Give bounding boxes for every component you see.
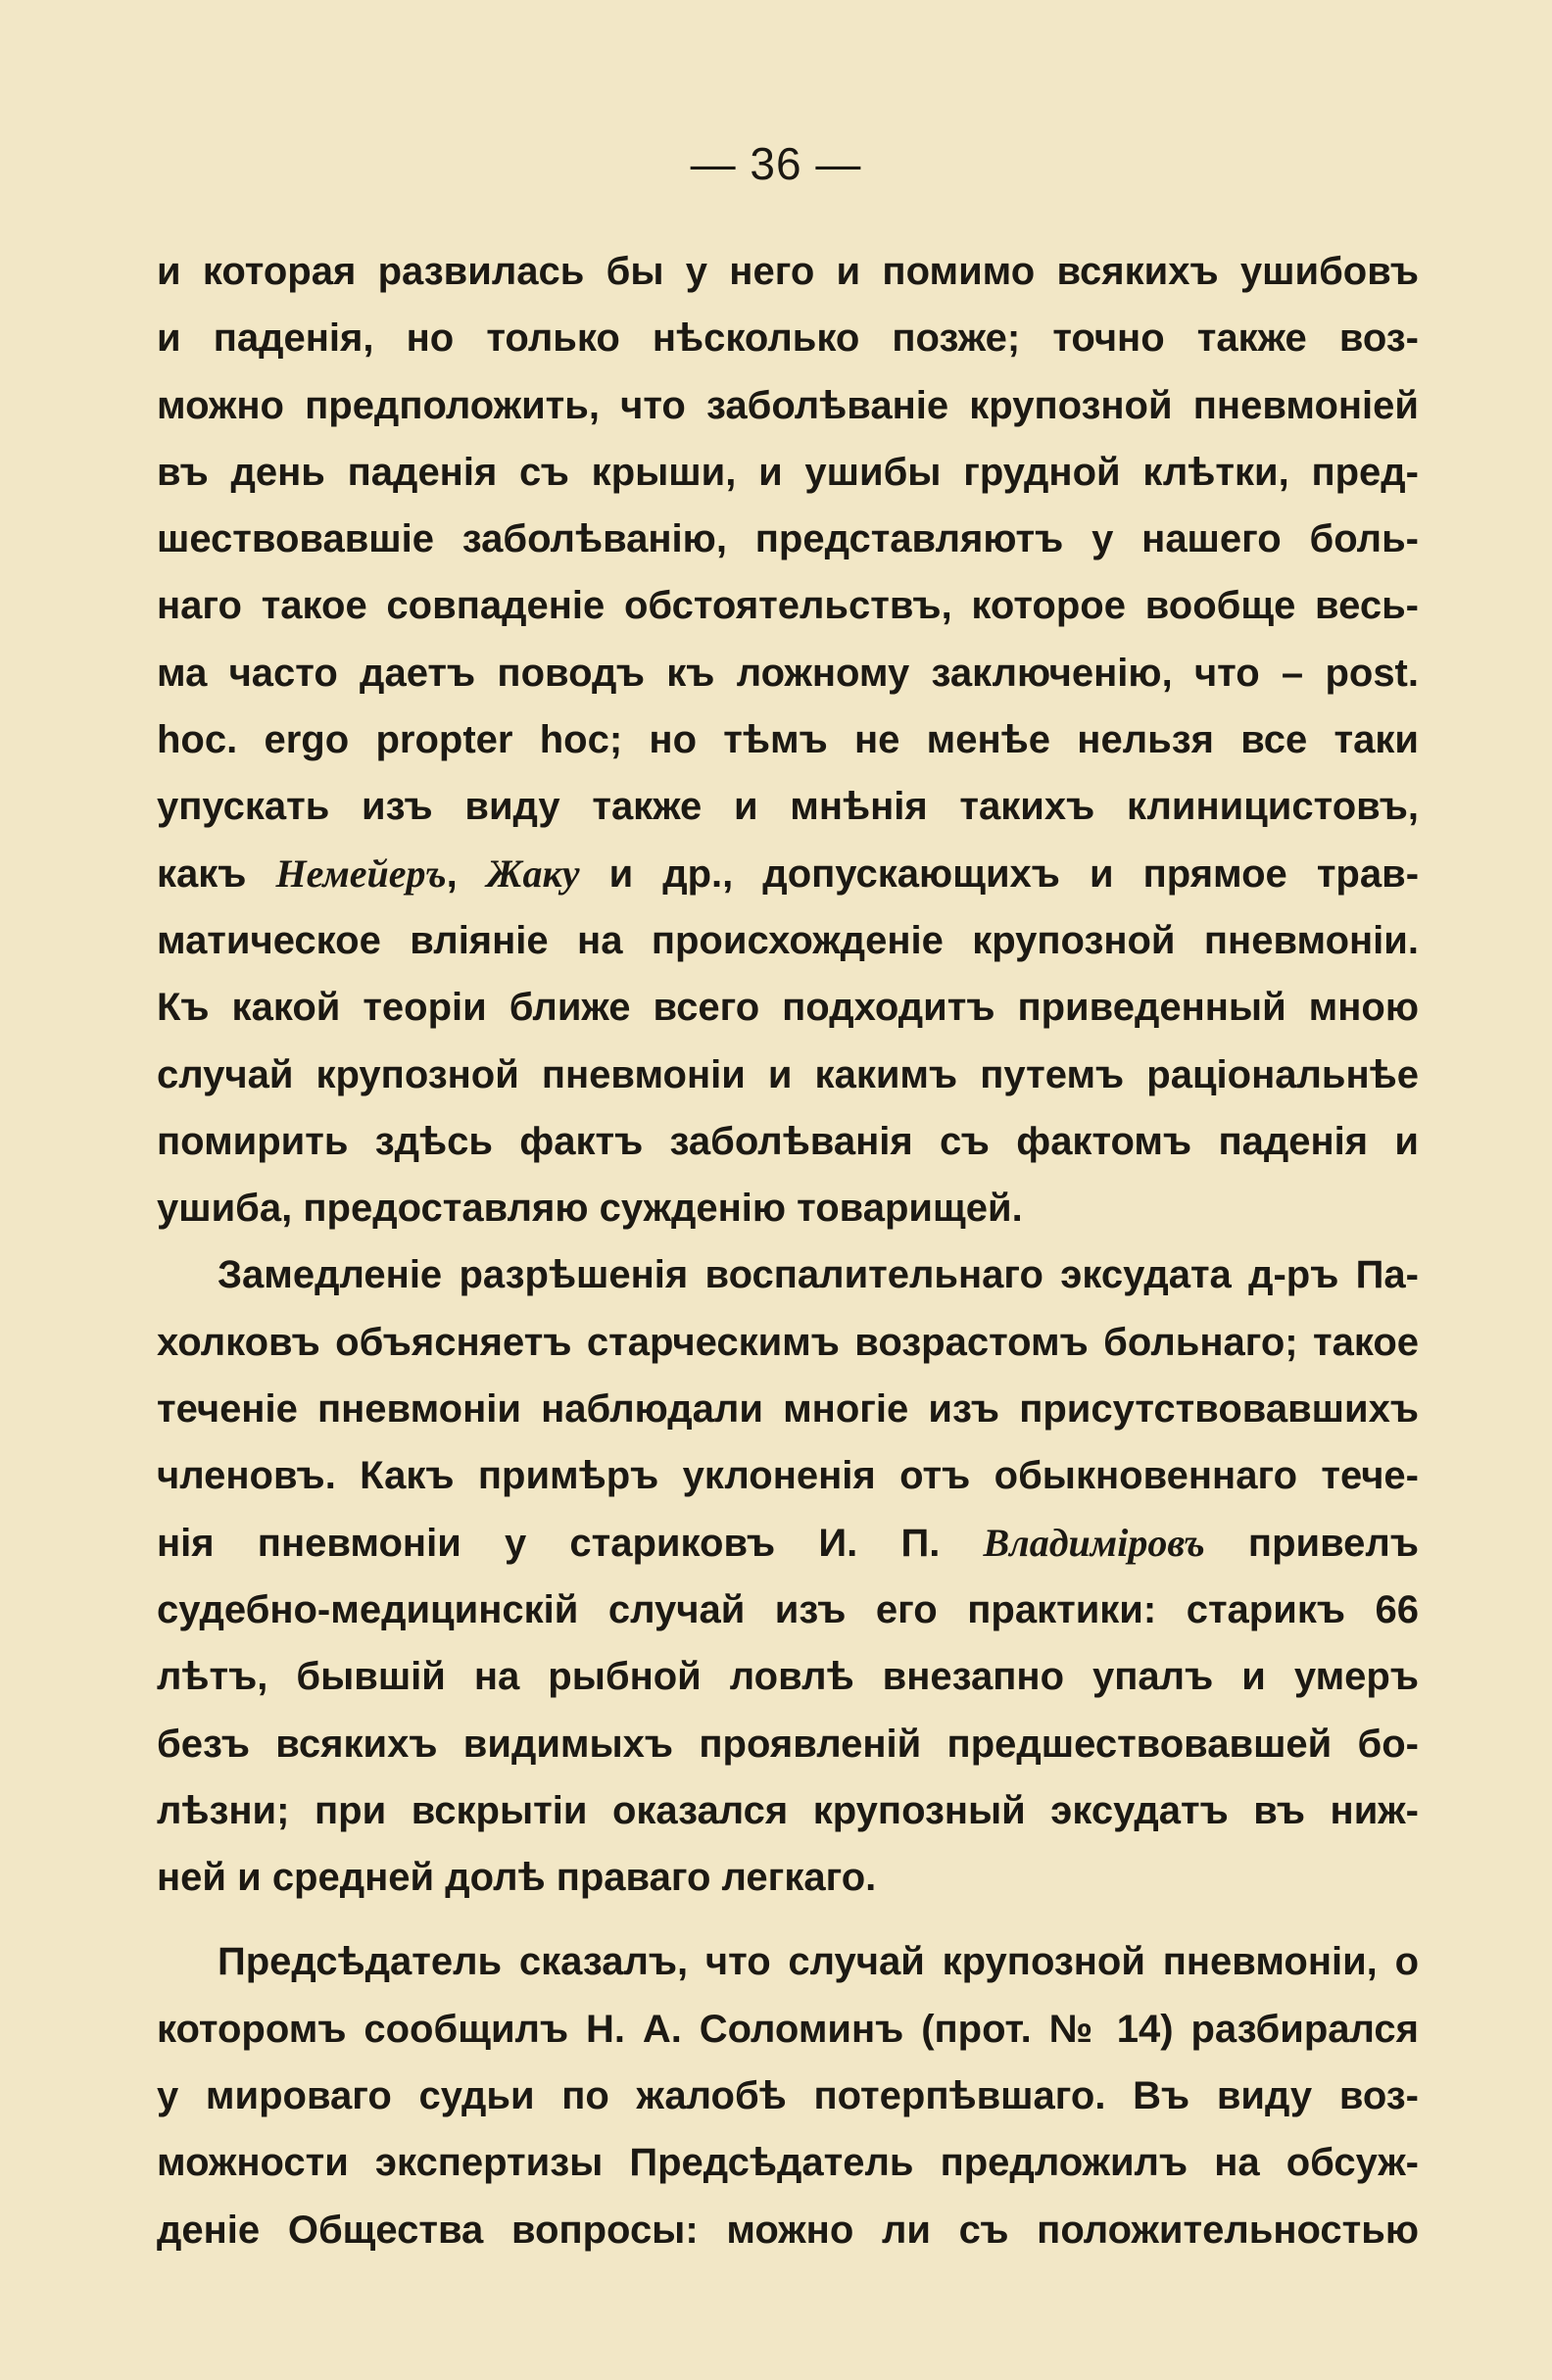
text-line-with-names — [157, 841, 1419, 907]
text-fragment: и др., допускающихъ и прямое трав- — [579, 851, 1419, 896]
text-line: холковъ объясняетъ старческимъ возрастомъ больнаго; такое — [157, 1320, 1419, 1364]
text-line: Къ какой теоріи ближе всего подходитъ приведенный мною — [157, 986, 1419, 1030]
text-line: въ день паденія съ крыши, и ушибы грудной клѣтки, пред- — [157, 450, 1419, 494]
paragraph-3 — [157, 1928, 1419, 2262]
text-line: можности экспертизы Предсѣдатель предложилъ на обсуж- — [157, 2141, 1419, 2185]
body-text — [157, 238, 1419, 2263]
text-line: наго такое совпаденіе обстоятельствъ, которое вообще весь- — [157, 584, 1419, 628]
text-line: теченіе пневмоніи наблюдали многіе изъ присутствовавшихъ — [157, 1387, 1419, 1432]
text-line: и паденія, но только нѣсколько позже; точно также воз- — [157, 316, 1419, 361]
paragraph-gap — [157, 1911, 1419, 1928]
text-line: помирить здѣсь фактъ заболѣванія съ фактомъ паденія и — [157, 1119, 1419, 1163]
text-line: Замедленіе разрѣшенія воспалительнаго эксудата д-ръ Па- — [218, 1253, 1419, 1297]
page-number: — 36 — — [690, 138, 862, 189]
text-line: Предсѣдатель сказалъ, что случай крупозной пневмоніи, о — [218, 1940, 1419, 1984]
text-line: безъ всякихъ видимыхъ проявленій предшествовавшей бо- — [157, 1722, 1419, 1766]
text-line: ма часто даетъ поводъ къ ложному заключенію, что – post. — [157, 651, 1419, 695]
text-line: судебно-медицинскій случай изъ его практики: старикъ 66 — [157, 1587, 1419, 1631]
text-line: которомъ сообщилъ Н. А. Соломинъ (прот. № 14) разбирался — [157, 2007, 1419, 2051]
text-fragment: привелъ — [1204, 1521, 1419, 1565]
paragraph-1 — [157, 238, 1419, 1241]
text-fragment: нія пневмоніи у стариковъ И. П. — [157, 1521, 984, 1565]
author-name: Жаку — [486, 850, 580, 896]
text-line: ней и средней долѣ праваго легкаго. — [157, 1856, 877, 1900]
text-line: матическое вліяніе на происхожденіе крупозной пневмоніи. — [157, 918, 1419, 962]
text-line: у мироваго судьи по жалобѣ потерпѣвшаго. Въ виду воз- — [157, 2074, 1419, 2118]
text-line: hoc. ergo propter hoc; но тѣмъ не менѣе нельзя все таки — [157, 718, 1419, 762]
text-line: лѣзни; при вскрытіи оказался крупозный эксудатъ въ ниж- — [157, 1788, 1419, 1832]
paragraph-2 — [157, 1241, 1419, 1911]
text-line: членовъ. Какъ примѣръ уклоненія отъ обыкновеннаго тече- — [157, 1454, 1419, 1498]
author-name: Немейеръ — [275, 850, 447, 896]
text-line: ушиба, предоставляю сужденію товарищей. — [157, 1187, 1023, 1231]
text-line: упускать изъ виду также и мнѣнія такихъ клиницистовъ, — [157, 785, 1419, 829]
text-fragment: , — [446, 851, 487, 896]
text-line: и которая развилась бы у него и помимо всякихъ ушибовъ — [157, 250, 1419, 293]
text-line-with-name — [157, 1510, 1419, 1577]
text-fragment: какъ — [157, 851, 276, 896]
text-line: шествовавшіе заболѣванію, представляютъ у нашего боль- — [157, 517, 1419, 561]
text-line: лѣтъ, бывшій на рыбной ловлѣ внезапно упалъ и умеръ — [157, 1655, 1419, 1699]
author-name: Владиміровъ — [983, 1520, 1205, 1565]
text-line: можно предположить, что заболѣваніе крупозной пневмоніей — [157, 383, 1419, 427]
text-line: случай крупозной пневмоніи и какимъ путемъ раціональнѣе — [157, 1052, 1419, 1096]
text-line: деніе Общества вопросы: можно ли съ положительностью — [157, 2208, 1419, 2252]
